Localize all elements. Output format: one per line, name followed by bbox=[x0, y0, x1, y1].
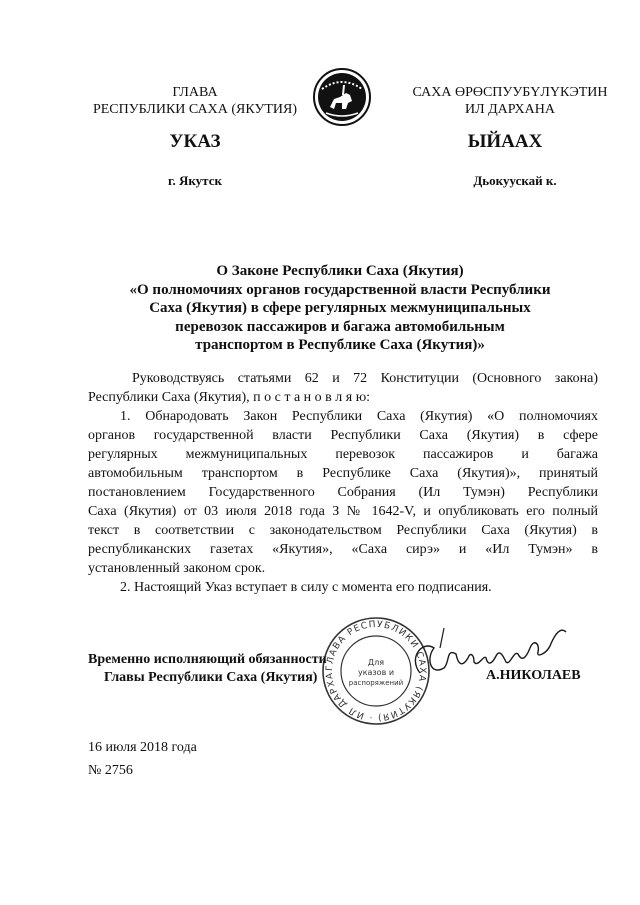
issuer-left-line1: ГЛАВА bbox=[172, 85, 218, 100]
seal-inner-line3: распоряжений bbox=[348, 679, 404, 687]
signatory-title-line1: Временно исполняющий обязанности bbox=[88, 652, 327, 667]
decree-body bbox=[88, 369, 598, 597]
decree-date: 16 июля 2018 года bbox=[88, 740, 197, 755]
body-line: установленный законом срок. bbox=[88, 561, 266, 576]
body-line: 2. Настоящий Указ вступает в силу с момента его подписания. bbox=[120, 580, 492, 595]
signatory-title bbox=[88, 651, 368, 687]
decree-title bbox=[80, 262, 600, 355]
body-line: автомобильным транспортом в Республике Саха (Якутия)», принятый bbox=[88, 466, 598, 481]
body-line: регулярных межмуниципальных перевозок пассажиров и багажа bbox=[88, 447, 598, 462]
doc-type-right: ЫЙААХ bbox=[467, 131, 543, 152]
body-line: текст в соответствии с законодательством Республики Саха (Якутия) в bbox=[88, 523, 598, 538]
body-line: Руководствуясь статьями 62 и 72 Конституции (Основного закона) bbox=[132, 371, 598, 386]
body-line: республиканских газетах «Якутия», «Саха сирэ» и «Ил Тумэн» в bbox=[88, 542, 598, 557]
city-left: г. Якутск bbox=[168, 173, 222, 188]
body-line: постановлением Государственного Собрания (Ил Тумэн) Республики bbox=[88, 485, 598, 500]
title-line-2: «О полномочиях органов государственной власти Республики bbox=[129, 281, 551, 298]
signatory-name: А.НИКОЛАЕВ bbox=[486, 668, 581, 683]
title-line-3: Саха (Якутия) в сфере регулярных межмуниципальных bbox=[149, 300, 531, 316]
decree-number: № 2756 bbox=[88, 763, 133, 778]
body-line: Республики Саха (Якутия), п о с т а н о в л я ю: bbox=[88, 390, 371, 405]
issuer-right bbox=[395, 84, 625, 118]
body-line: 1. Обнародовать Закон Республики Саха (Якутия) «О полномочиях bbox=[120, 409, 598, 424]
title-line-1: О Законе Республики Саха (Якутия) bbox=[216, 263, 464, 279]
coat-of-arms-emblem bbox=[312, 67, 372, 127]
title-line-5: транспортом в Республике Саха (Якутия)» bbox=[195, 337, 485, 353]
title-line-4: перевозок пассажиров и багажа автомобильным bbox=[175, 318, 505, 335]
issuer-left-line2: РЕСПУБЛИКИ САХА (ЯКУТИЯ) bbox=[92, 102, 298, 117]
signatory-title-line2: Главы Республики Саха (Якутия) bbox=[104, 670, 318, 685]
city-right: Дьокуускай к. bbox=[473, 173, 557, 188]
issuer-left bbox=[85, 84, 305, 118]
body-line: органов государственной власти Республики Саха (Якутия) в сфере bbox=[88, 428, 598, 443]
seal-inner-line1: Для bbox=[367, 658, 385, 667]
issuer-right-line2: ИЛ ДАРХАНА bbox=[464, 102, 555, 117]
doc-type-left: УКАЗ bbox=[169, 131, 221, 152]
seal-inner-line2: указов и bbox=[357, 668, 395, 677]
issuer-right-line1: САХА ӨРӨСПУУБҮЛҮКЭТИН bbox=[412, 85, 608, 100]
body-line: Саха (Якутия) от 03 июля 2018 года З № 1642-V, и опубликовать его полный bbox=[88, 504, 598, 519]
seal-ring-text: ГЛАВА РЕСПУБЛИКИ САХА (ЯКУТИЯ) · ИЛ ДАРХА bbox=[324, 619, 428, 723]
